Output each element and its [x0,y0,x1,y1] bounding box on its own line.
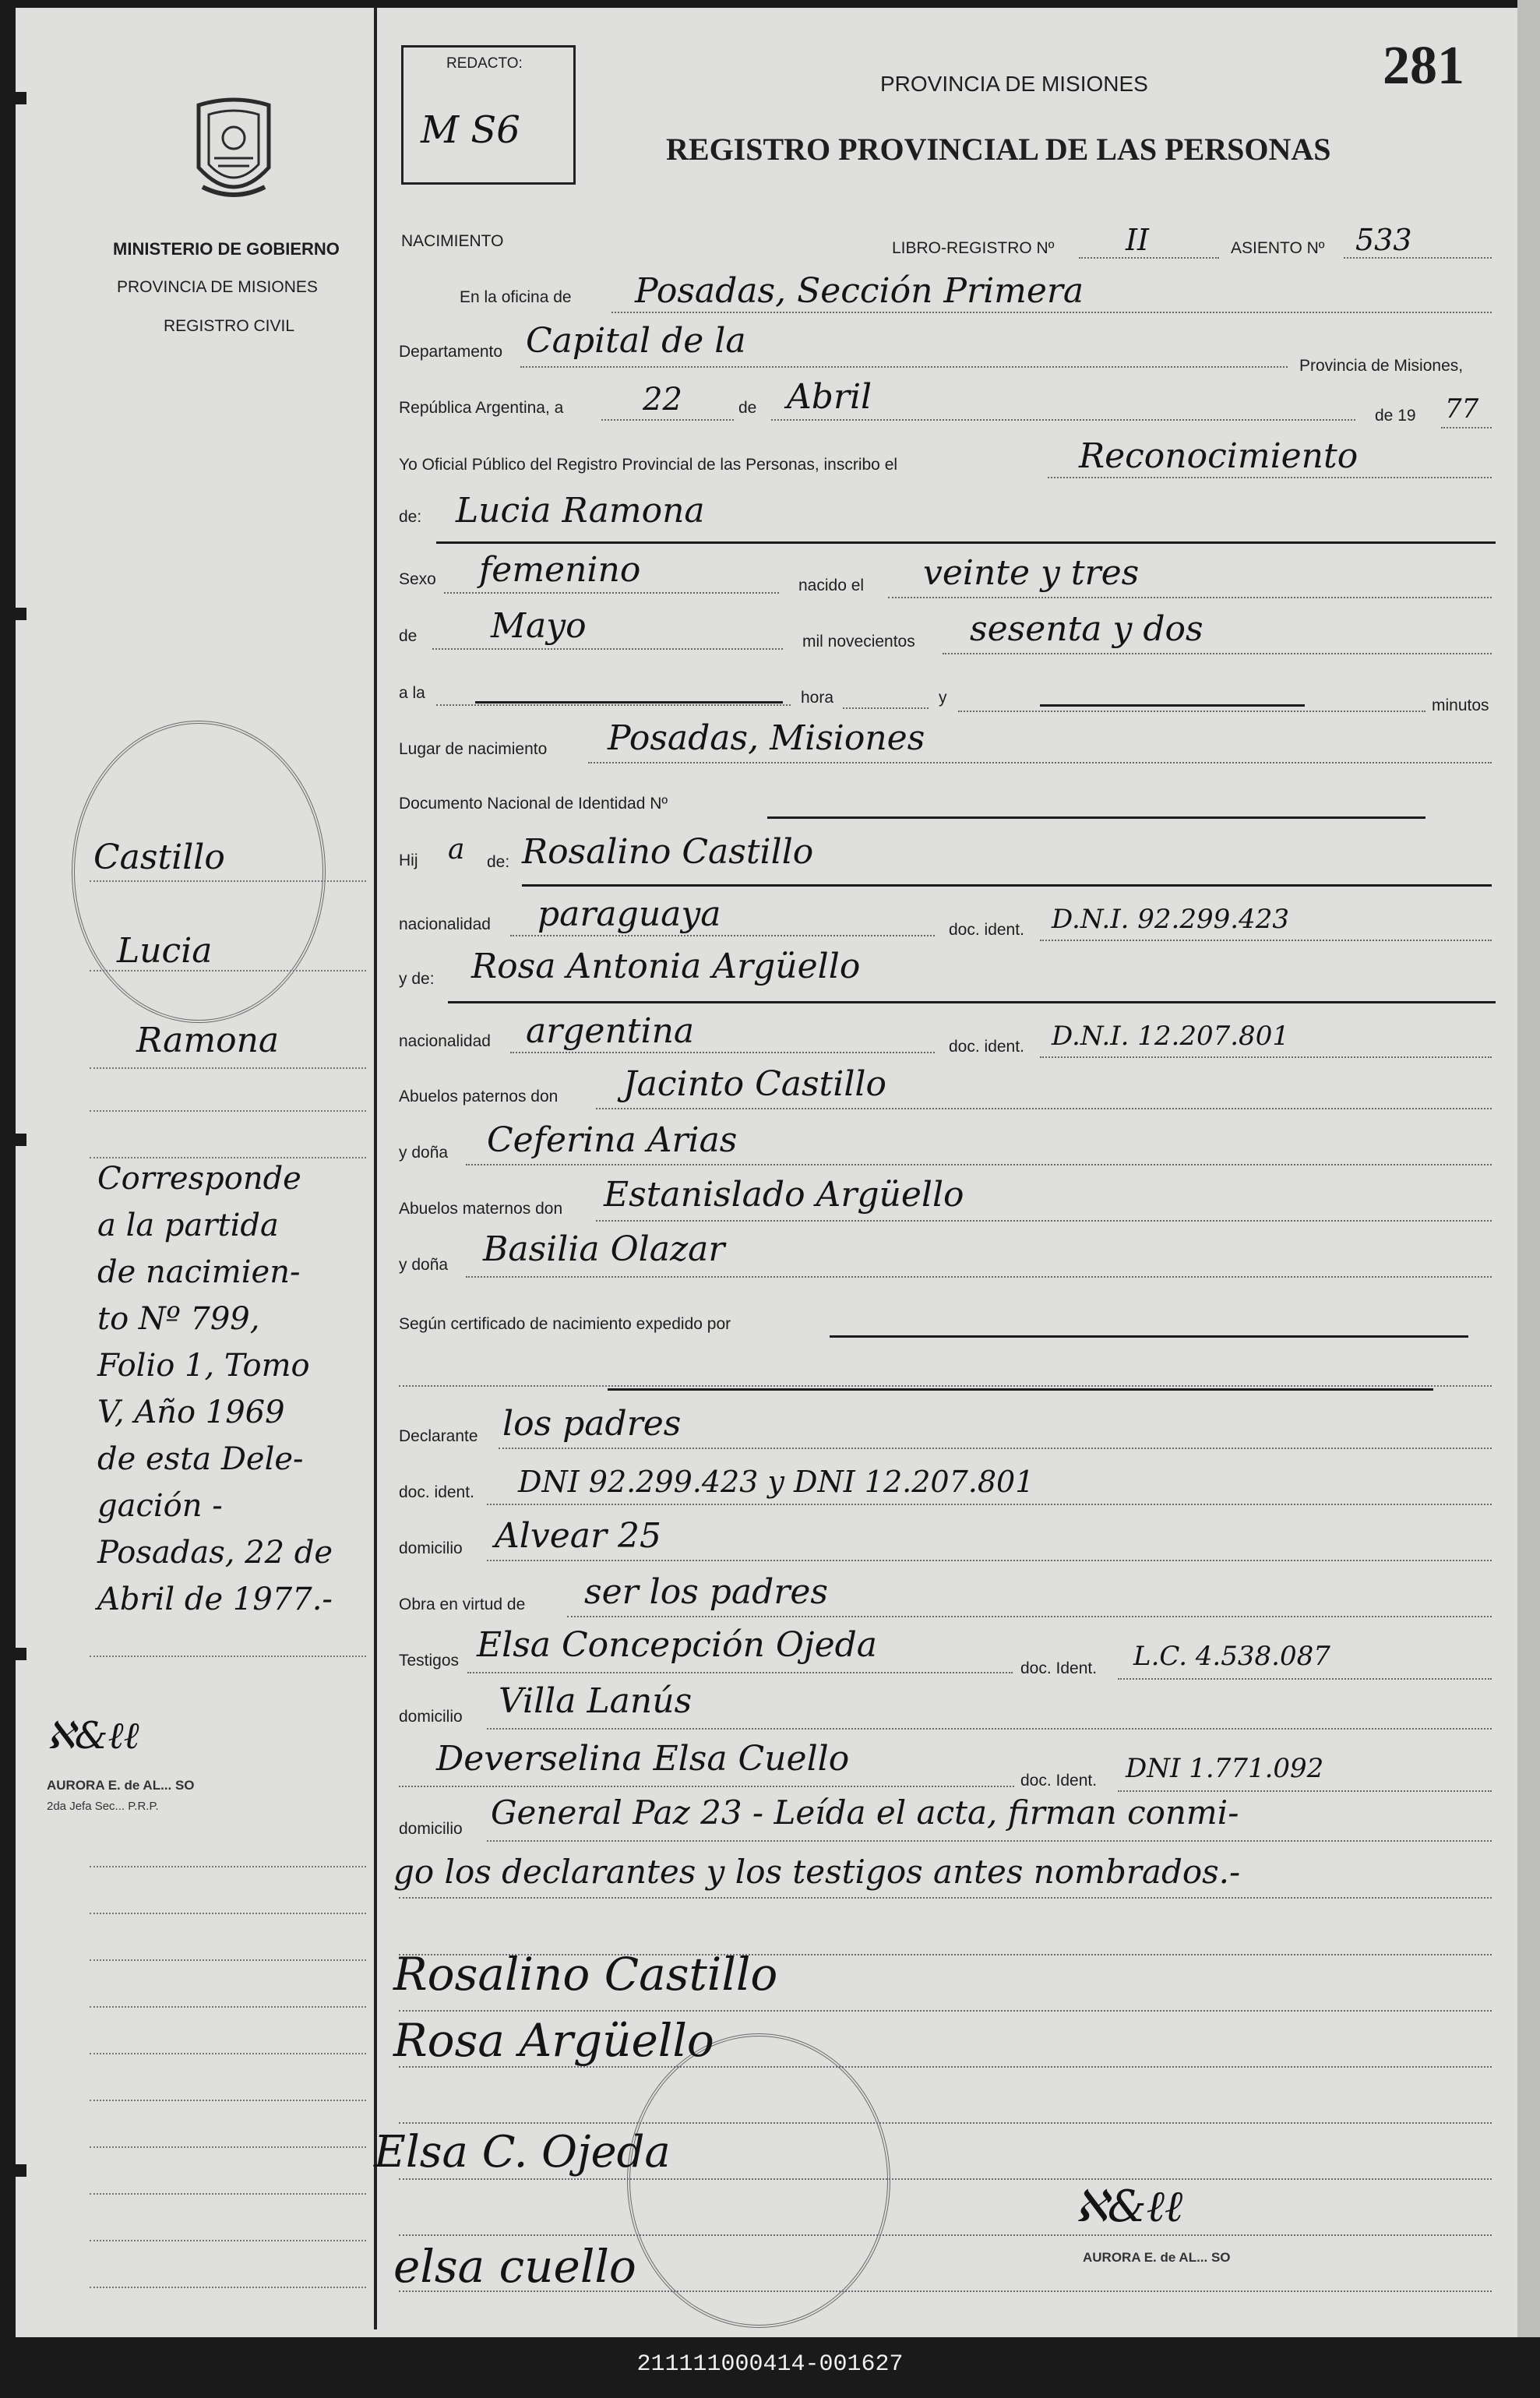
declarante-doc-value: DNI 92.299.423 y DNI 12.207.801 [518,1465,1034,1499]
signature-2: Rosa Argüello [393,2014,714,2067]
inscribo-value: Reconocimiento [1079,436,1359,476]
margin-surname: Castillo [93,838,225,877]
asiento-label: ASIENTO Nº [1231,239,1325,257]
margin-note-line: de nacimien- [97,1254,301,1290]
obra-value: ser los padres [584,1572,828,1612]
doc-ident2-label: doc. Ident. [1020,1659,1098,1677]
asiento-value: 533 [1355,223,1412,257]
mes-value: Abril [787,377,872,417]
departamento-value: Capital de la [526,321,746,361]
page-title: REGISTRO PROVINCIAL DE LAS PERSONAS [666,132,1331,167]
nacionalidad-label: nacionalidad [399,915,491,933]
margin-signature-title: 2da Jefa Sec... P.R.P. [47,1800,159,1813]
lugar-value: Posadas, Misiones [608,718,925,758]
official-signature: ℵ&ℓℓ [1075,2181,1183,2232]
mil-value: sesenta y dos [970,609,1203,649]
dni-label: Documento Nacional de Identidad Nº [399,795,668,813]
binding-hole [0,1648,26,1660]
libro-value: II [1126,223,1150,257]
testigo2-doc-value: DNI 1.771.092 [1126,1753,1324,1784]
margin-note-line: de esta Dele- [97,1441,304,1477]
signature-4: elsa cuello [393,2240,636,2293]
oficina-label: En la oficina de [460,288,572,306]
doc-ident-label-3: doc. ident. [399,1483,474,1501]
redacto-label: REDACTO: [446,55,523,72]
margin-note-line: Corresponde [97,1161,301,1197]
de-anio-label: de 19 [1375,407,1416,425]
provincia-suffix: Provincia de Misiones, [1299,357,1464,375]
abuelo-pat-value: Jacinto Castillo [623,1064,886,1104]
nacido-label: nacido el [798,577,865,594]
testigo2-dom-value: General Paz 23 - Leída el acta, firman conmi- [491,1793,1239,1832]
padre-value: Rosalino Castillo [522,832,814,872]
de-nombre-label: de: [399,508,422,526]
nacido-mes-value: Mayo [491,606,587,646]
nacido-value: veinte y tres [923,553,1140,593]
nacimiento-label: NACIMIENTO [401,232,504,250]
registry-name: REGISTRO CIVIL [164,317,295,335]
nombre-value: Lucia Ramona [456,491,705,531]
margin-note-line: V, Año 1969 [97,1395,285,1430]
a-la-label: a la [399,684,425,702]
margin-note-line: Posadas, 22 de [97,1535,333,1571]
anio-value: 77 [1445,393,1479,425]
y-de-label: y de: [399,970,435,988]
page-edge [1517,0,1540,2337]
oficial-label: Yo Oficial Público del Registro Provincial de las Personas, inscribo el [399,456,898,474]
binding-hole [0,608,26,620]
de-label: de [738,399,757,417]
binding-hole [0,1134,26,1146]
obra-label: Obra en virtud de [399,1596,526,1613]
province-name: PROVINCIA DE MISIONES [117,278,318,296]
padre-doc-value: D.N.I. 92.299.423 [1052,904,1289,935]
testigo1-value: Elsa Concepción Ojeda [477,1625,878,1665]
margin-note-line: Folio 1, Tomo [97,1348,310,1384]
document-code: 211111000414-001627 [636,2351,904,2378]
oficina-value: Posadas, Sección Primera [635,271,1084,311]
official-signature-label: AURORA E. de AL... SO [1083,2250,1231,2265]
de-padre-label: de: [487,853,510,871]
hora-label: hora [801,689,834,707]
sexo-label: Sexo [399,570,436,588]
signature-1: Rosalino Castillo [393,1948,778,2001]
testigo1-dom-value: Villa Lanús [499,1681,692,1721]
padre-nacionalidad: paraguaya [537,894,721,934]
province-heading: PROVINCIA DE MISIONES [880,72,1148,96]
abuela-pat-value: Ceferina Arias [487,1120,738,1160]
departamento-label: Departamento [399,343,503,361]
margin-middle-name: Ramona [136,1021,280,1060]
doc-ident-label-2: doc. ident. [949,1038,1024,1056]
y-dona-label-2: y doña [399,1256,449,1274]
signature-3: Elsa C. Ojeda [374,2127,671,2178]
domicilio-label: domicilio [399,1539,463,1557]
column-divider [374,8,377,2329]
declarante-value: los padres [502,1404,682,1444]
domicilio-value: Alvear 25 [495,1516,661,1556]
madre-nacionalidad: argentina [526,1011,695,1051]
libro-label: LIBRO-REGISTRO Nº [892,239,1055,257]
testigos-label: Testigos [399,1652,460,1670]
abuelos-pat-label: Abuelos paternos don [399,1088,559,1106]
minutos-label: minutos [1432,696,1489,714]
coat-of-arms-icon [187,97,280,206]
domicilio-label-2: domicilio [399,1708,463,1726]
abuela-mat-value: Basilia Olazar [483,1229,725,1269]
madre-value: Rosa Antonia Argüello [471,947,861,986]
de-mes-label: de [399,627,418,645]
margin-note-line: a la partida [97,1208,279,1243]
margin-signature-label: AURORA E. de AL... SO [47,1778,195,1793]
margin-note-line: gación - [97,1488,223,1524]
nacionalidad-label-2: nacionalidad [399,1032,491,1050]
dia-value: 22 [643,382,682,418]
domicilio-label-3: domicilio [399,1820,463,1838]
testigo1-doc-value: L.C. 4.538.087 [1133,1641,1330,1672]
page-number: 281 [1383,36,1464,96]
republica-label: República Argentina, a [399,399,564,417]
madre-doc-value: D.N.I. 12.207.801 [1052,1021,1289,1052]
margin-note-line: Abril de 1977.- [97,1582,333,1617]
margin-note-line: to Nº 799, [97,1301,260,1337]
binding-hole [0,92,26,104]
hij-suffix: a [448,834,465,866]
y-dona-label: y doña [399,1144,449,1162]
ministry-name: MINISTERIO DE GOBIERNO [113,239,340,259]
official-seal-stamp-2 [627,2033,890,2328]
doc-ident-label: doc. ident. [949,921,1024,939]
redacto-box [401,45,576,185]
mil-label: mil novecientos [802,633,915,651]
segun-label: Según certificado de nacimiento expedido por [399,1315,731,1333]
y-label: y [939,689,947,707]
testigo2-value: Deverselina Elsa Cuello [436,1739,850,1779]
abuelo-mat-value: Estanislado Argüello [604,1175,964,1215]
closing-value: go los declarantes y los testigos antes nombrados.- [393,1853,1241,1891]
sexo-value: femenino [479,550,641,590]
abuelos-mat-label: Abuelos maternos don [399,1200,563,1218]
lugar-label: Lugar de nacimiento [399,740,548,758]
declarante-label: Declarante [399,1427,478,1445]
hij-label: Hij [399,852,418,869]
binding-hole [0,2164,26,2177]
margin-signature: ℵ&ℓℓ [47,1714,139,1758]
redacto-value: M S6 [421,108,520,152]
doc-ident2-label-2: doc. Ident. [1020,1772,1098,1790]
margin-first-name: Lucia [117,931,213,971]
